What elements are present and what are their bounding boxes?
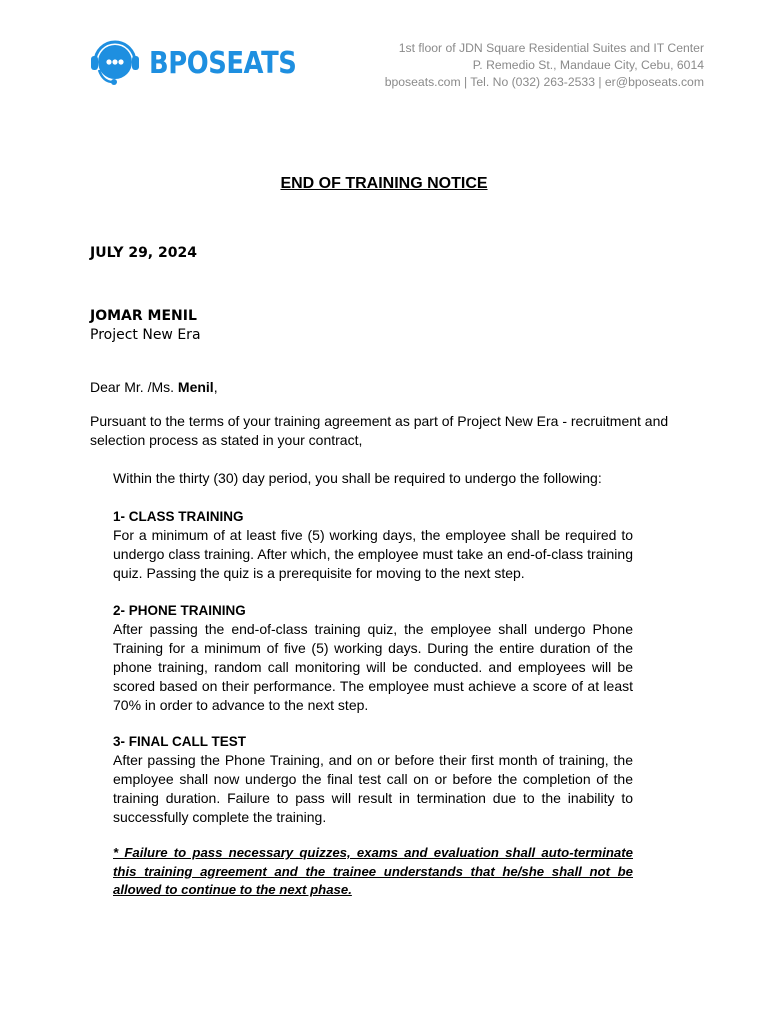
section-heading: 2- PHONE TRAINING bbox=[113, 603, 246, 618]
logo-wordmark: BPOSEATS bbox=[149, 46, 297, 81]
section-final-call-test bbox=[113, 732, 633, 827]
company-address bbox=[385, 40, 704, 91]
section-heading: 1- CLASS TRAINING bbox=[113, 509, 244, 524]
address-line: P. Remedio St., Mandaue City, Cebu, 6014 bbox=[472, 58, 704, 72]
document-title: END OF TRAINING NOTICE bbox=[280, 175, 488, 192]
salutation bbox=[90, 379, 218, 395]
recipient-project: Project New Era bbox=[90, 327, 201, 343]
section-body: After passing the Phone Training, and on or before their first month of training, the employee shall now undergo the final test call on or before the completion of the training duration. Failure to pass will result in termination due to the inability to successfully complete the training. bbox=[113, 752, 633, 825]
salutation-prefix: Dear Mr. /Ms. bbox=[90, 379, 178, 395]
document-date: JULY 29, 2024 bbox=[90, 245, 197, 261]
section-body: For a minimum of at least five (5) working days, the employee shall be required to undergo class training. After which, the employee must take an end-of-class training quiz. Passing the quiz is a prerequisite for moving to the next step. bbox=[113, 527, 633, 581]
section-class-training bbox=[113, 507, 633, 583]
salutation-name: Menil bbox=[177, 379, 214, 395]
contact-line: bposeats.com | Tel. No (032) 263-2533 | er@bposeats.com bbox=[384, 75, 704, 89]
section-heading: 3- FINAL CALL TEST bbox=[113, 734, 247, 749]
termination-note: * Failure to pass necessary quizzes, exams and evaluation shall auto-terminate this training agreement and the trainee understands that he/she shall not be allowed to continue to the next phase. bbox=[113, 845, 633, 897]
section-phone-training bbox=[113, 601, 633, 715]
headset-icon bbox=[89, 38, 141, 90]
salutation-suffix: , bbox=[213, 379, 218, 395]
section-body: After passing the end-of-class training quiz, the employee shall undergo Phone Training for a minimum of five (5) working days. During the entire duration of the phone training, random call monitoring will be conducted. and employees will be scored based on their performance. The employee must achieve a score of at least 70% in order to advance to the next step. bbox=[113, 621, 633, 713]
period-paragraph: Within the thirty (30) day period, you shall be required to undergo the following: bbox=[113, 470, 602, 486]
intro-paragraph: Pursuant to the terms of your training agreement as part of Project New Era - recruitment and selection process as stated in your contract, bbox=[90, 413, 669, 448]
recipient-name: JOMAR MENIL bbox=[90, 308, 197, 324]
address-line: 1st floor of JDN Square Residential Suites and IT Center bbox=[398, 41, 704, 55]
company-logo bbox=[89, 38, 320, 90]
